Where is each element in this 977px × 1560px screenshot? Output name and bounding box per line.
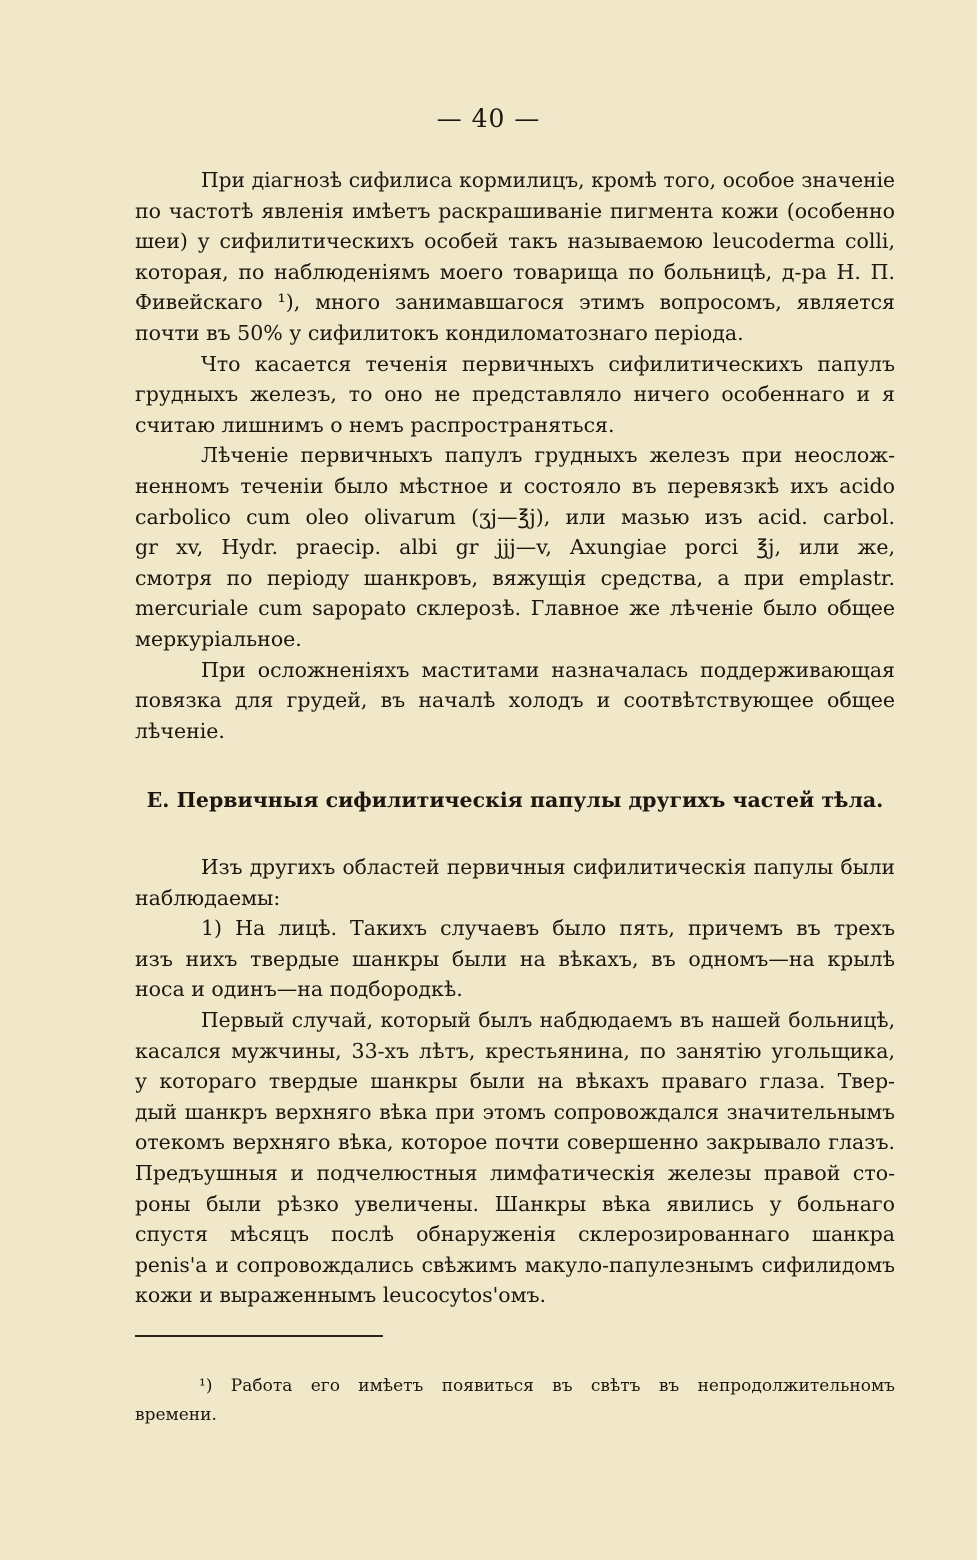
text-line: изъ нихъ твердые шанкры были на вѣкахъ, въ одномъ—на крылѣ	[135, 946, 895, 971]
text-line: Фивейскаго ¹), много занимавшагося этимъ вопросомъ, является	[135, 290, 895, 315]
footnote	[135, 1372, 895, 1430]
text-line: ненномъ теченіи было мѣстное и состояло въ перевязкѣ ихъ acido	[135, 473, 895, 498]
text-line: шеи) у сифилитическихъ особей такъ называемою leucoderma colli,	[135, 229, 895, 254]
footnote-line: времени.	[135, 1405, 217, 1425]
text-line: 1) На лицѣ. Такихъ случаевъ было пять, причемъ въ трехъ	[201, 916, 895, 941]
text-line: Предъушныя и подчелюстныя лимфатическія железы правой сто-	[135, 1160, 895, 1185]
text-line: смотря по періоду шанкровъ, вяжущія средства, а при emplastr.	[135, 565, 895, 590]
text-line: касался мужчины, 33-хъ лѣтъ, крестьянина, по занятію угольщика,	[135, 1038, 895, 1063]
text-line: отекомъ верхняго вѣка, которое почти совершенно закрывало глазъ.	[135, 1130, 895, 1155]
text-line: носа и одинъ—на подбородкѣ.	[135, 977, 463, 1002]
text-line: считаю лишнимъ о немъ распространяться.	[135, 412, 615, 437]
text-line: Лѣченіе первичныхъ папулъ грудныхъ железъ при неослож-	[201, 443, 895, 468]
paragraph	[135, 655, 895, 747]
text-line: меркуріальное.	[135, 626, 302, 651]
text-line: кожи и выраженнымъ leucocytos'омъ.	[135, 1283, 547, 1308]
text-line: mercuriale cum sapopato склерозѣ. Главное же лѣченіе было общее	[135, 596, 895, 621]
page-number: — 40 —	[436, 104, 541, 133]
text-line: наблюдаемы:	[135, 885, 281, 910]
text-line: дый шанкръ верхняго вѣка при этомъ сопровождался значительнымъ	[135, 1099, 895, 1124]
text-line: penis'a и сопровождались свѣжимъ макуло-папулезнымъ сифилидомъ	[135, 1252, 895, 1277]
section-heading: Е. Первичныя сифилитическія папулы другихъ частей тѣла.	[146, 788, 884, 812]
text-line: почти въ 50% у сифилитокъ кондиломатознаго періода.	[135, 320, 744, 345]
paragraph	[135, 440, 895, 654]
text-line: При осложненіяхъ маститами назначалась поддерживающая	[201, 657, 895, 682]
text-line: грудныхъ железъ, то оно не представляло ничего особеннаго и я	[135, 382, 895, 407]
text-line: спустя мѣсяцъ послѣ обнаруженія склерозированнаго шанкра	[135, 1222, 895, 1247]
text-line: При діагнозѣ сифилиса кормилицъ, кромѣ того, особое значеніе	[201, 168, 895, 192]
text-line: роны были рѣзко увеличены. Шанкры вѣка явились у больнаго	[135, 1191, 895, 1216]
text-line: Изъ другихъ областей первичныя сифилитическія папулы были	[201, 855, 895, 879]
footnote-rule	[135, 1335, 383, 1337]
paragraph	[135, 1005, 895, 1311]
text-line: Первый случай, который былъ набдюдаемъ въ нашей больницѣ,	[201, 1007, 895, 1032]
paragraph	[135, 852, 895, 913]
text-line: gr xv, Hydr. praecip. albi gr jjj—v, Axungiae porci ℥j, или же,	[135, 535, 895, 560]
text-line: которая, по наблюденіямъ моего товарища по больницѣ, д-ра Н. П.	[135, 259, 895, 284]
paragraph	[135, 165, 895, 349]
body-text-bottom	[135, 852, 895, 1311]
text-line: carbolico cum oleo olivarum (ʒj—℥j), или мазью изъ acid. carbol.	[135, 504, 895, 529]
paragraph	[135, 913, 895, 1005]
paragraph	[135, 349, 895, 441]
text-line: у котораго твердые шанкры были на вѣкахъ праваго глаза. Твер-	[135, 1069, 895, 1094]
text-line: повязка для грудей, въ началѣ холодъ и соотвѣтствующее общее	[135, 688, 895, 713]
text-line: Что касается теченія первичныхъ сифилитическихъ папулъ	[201, 351, 895, 376]
body-text-top	[135, 165, 895, 746]
text-line: лѣченіе.	[135, 718, 225, 743]
text-line: по частотѣ явленія имѣетъ раскрашиваніе пигмента кожи (особенно	[135, 198, 895, 223]
footnote-line: ¹) Работа его имѣетъ появиться въ свѣтъ въ непродолжительномъ	[199, 1376, 895, 1396]
